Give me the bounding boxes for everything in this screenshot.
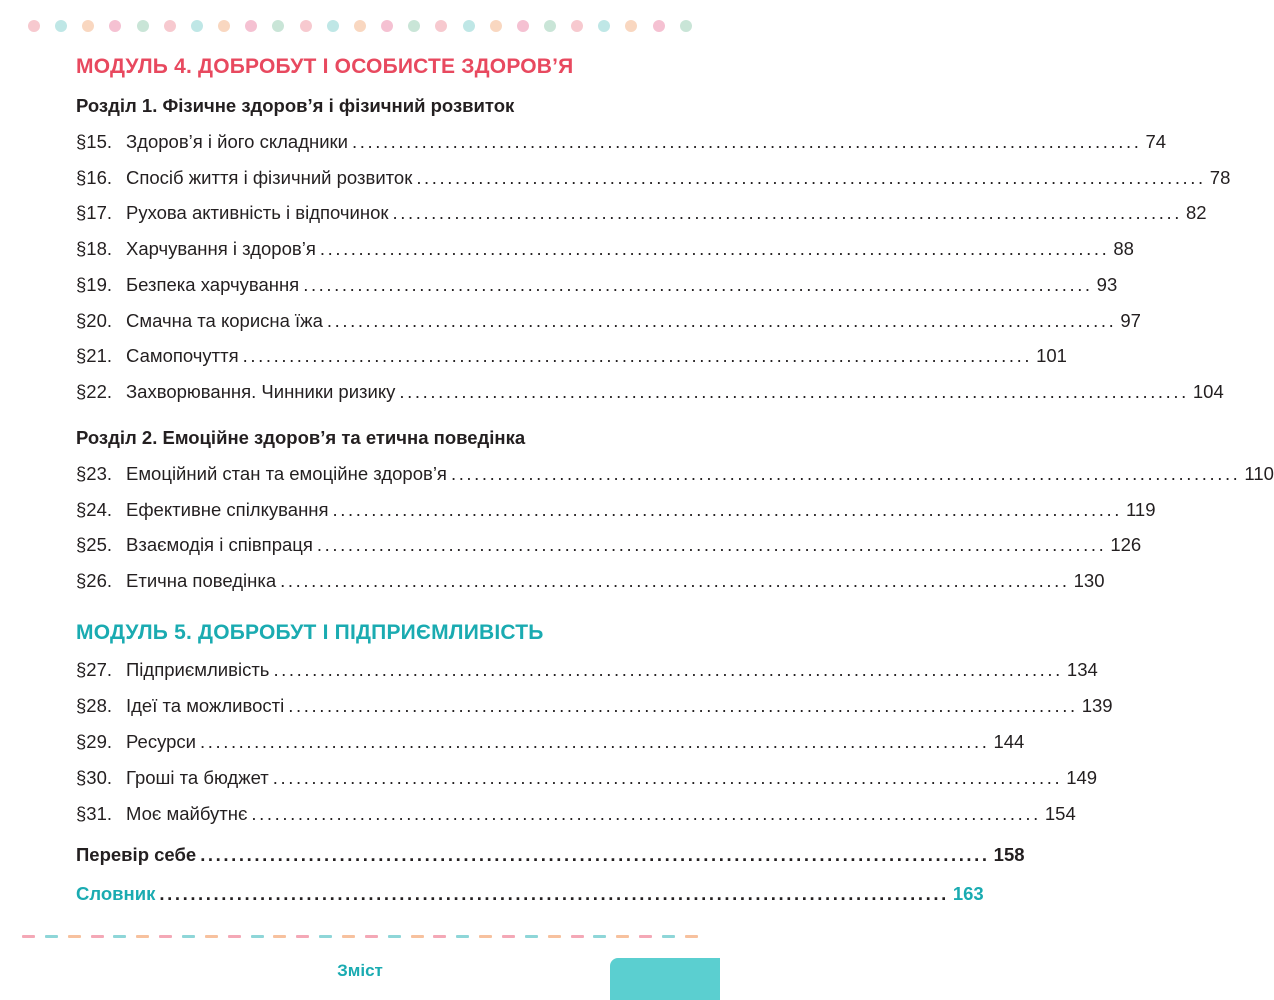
decorative-dash: [251, 935, 264, 938]
toc-entry[interactable]: [76, 695, 1113, 721]
dot-leader: ......................................................................................................: [392, 202, 1182, 224]
decorative-dash: [136, 935, 149, 938]
paragraph-number: §29.: [76, 731, 113, 752]
decorative-dot: [490, 20, 502, 32]
dot-leader: ......................................................................................................: [273, 659, 1063, 680]
dot-leader: ......................................................................................................: [272, 767, 1063, 788]
decorative-dot: [245, 20, 257, 32]
decorative-dash: [342, 935, 355, 938]
entry-page: 134: [1066, 659, 1098, 680]
entry-title: Безпека харчування: [126, 273, 300, 295]
entry-page: 130: [1073, 570, 1105, 592]
dot-leader: ......................................................................................................: [242, 345, 1033, 367]
glossary-title: Словник: [76, 883, 156, 904]
decorative-dash: [593, 935, 606, 938]
decorative-dash: [616, 935, 629, 938]
entry-page: 97: [1120, 309, 1141, 331]
module-4-title: МОДУЛЬ 4. ДОБРОБУТ І ОСОБИСТЕ ЗДОРОВ’Я: [76, 55, 574, 78]
entry-page: 139: [1081, 695, 1113, 716]
toc-entry[interactable]: [76, 498, 1156, 525]
decorative-dot: [327, 20, 339, 32]
decorative-dot-row: [28, 18, 692, 34]
decorative-dash: [182, 935, 195, 938]
toc-entry[interactable]: [76, 803, 1076, 829]
decorative-dash: [525, 935, 538, 938]
entry-page: 93: [1096, 273, 1118, 295]
dot-leader: ......................................................................................................: [199, 731, 990, 752]
decorative-dash: [113, 935, 126, 938]
decorative-dash: [662, 935, 675, 938]
decorative-dot: [300, 20, 312, 32]
entry-page: 144: [993, 731, 1025, 752]
entry-page: 78: [1209, 166, 1231, 188]
entry-page: 149: [1066, 767, 1098, 788]
entry-title: Емоційний стан та емоційне здоров’я: [126, 463, 447, 484]
decorative-dot: [463, 20, 475, 32]
entry-page: 110: [1244, 463, 1274, 484]
decorative-dash: [388, 935, 401, 938]
dot-leader: ......................................................................................................: [326, 309, 1117, 331]
paragraph-number: §16.: [76, 166, 113, 188]
toc-entry[interactable]: [76, 202, 1207, 228]
decorative-dot: [109, 20, 121, 32]
paragraph-number: §26.: [76, 570, 113, 592]
entry-title: Спосіб життя і фізичний розвиток: [126, 166, 413, 188]
decorative-dot: [82, 20, 94, 32]
decorative-dash: [433, 935, 446, 938]
decorative-dash: [91, 935, 104, 938]
decorative-dash: [411, 935, 424, 938]
toc-entry[interactable]: [76, 345, 1067, 371]
decorative-dot: [680, 20, 692, 32]
entry-title: Ефективне спілкування: [126, 498, 329, 520]
paragraph-number: §23.: [76, 463, 113, 484]
paragraph-number: §24.: [76, 498, 113, 520]
toc-entry[interactable]: [76, 273, 1118, 300]
paragraph-number: §15.: [76, 131, 113, 152]
dot-leader: ......................................................................................................: [316, 534, 1107, 556]
toc-entry[interactable]: [76, 659, 1098, 685]
self-check-entry[interactable]: [76, 844, 1025, 870]
toc-entry[interactable]: [76, 309, 1141, 336]
entry-title: Здоров’я і його складники: [126, 131, 348, 152]
glossary-page: 163: [952, 883, 984, 904]
decorative-dot: [218, 20, 230, 32]
entry-title: Рухова активність і відпочинок: [126, 202, 389, 224]
page-corner-tab: [610, 958, 720, 1000]
entry-page: 74: [1145, 131, 1167, 152]
dot-leader: ......................................................................................................: [159, 883, 949, 904]
entry-title: Ресурси: [126, 731, 196, 752]
decorative-dot: [517, 20, 529, 32]
decorative-dash: [571, 935, 584, 938]
entry-title: Гроші та бюджет: [126, 767, 269, 788]
decorative-dash: [365, 935, 378, 938]
decorative-dash: [68, 935, 81, 938]
self-check-page: 158: [993, 844, 1025, 865]
paragraph-number: §25.: [76, 534, 113, 556]
entry-title: Ідеї та можливості: [126, 695, 285, 716]
decorative-dash: [159, 935, 172, 938]
entry-title: Захворювання. Чинники ризику: [126, 380, 396, 402]
decorative-dash: [479, 935, 492, 938]
decorative-dash: [456, 935, 469, 938]
paragraph-number: §30.: [76, 767, 113, 788]
dot-leader: ......................................................................................................: [416, 166, 1206, 188]
decorative-dot: [544, 20, 556, 32]
entry-page: 126: [1110, 534, 1142, 556]
decorative-dash: [273, 935, 286, 938]
entry-title: Взаємодія і співпраця: [126, 534, 313, 556]
paragraph-number: §19.: [76, 273, 113, 295]
decorative-dot: [381, 20, 393, 32]
decorative-dot: [598, 20, 610, 32]
dot-leader: ......................................................................................................: [280, 570, 1070, 592]
module-5-title: МОДУЛЬ 5. ДОБРОБУТ І ПІДПРИЄМЛИВІСТЬ: [76, 621, 544, 644]
decorative-dot: [137, 20, 149, 32]
paragraph-number: §28.: [76, 695, 113, 716]
decorative-dot: [28, 20, 40, 32]
decorative-dash: [319, 935, 332, 938]
dot-leader: ......................................................................................................: [450, 463, 1241, 484]
decorative-dot: [55, 20, 67, 32]
decorative-dot: [653, 20, 665, 32]
dot-leader: ......................................................................................................: [351, 131, 1142, 152]
decorative-dot: [164, 20, 176, 32]
entry-page: 88: [1113, 238, 1134, 260]
decorative-dash-row: [22, 935, 698, 939]
decorative-dash: [205, 935, 218, 938]
decorative-dash: [45, 935, 58, 938]
self-check-title: Перевір себе: [76, 844, 197, 865]
decorative-dot: [435, 20, 447, 32]
decorative-dot: [191, 20, 203, 32]
footer-contents-label: Зміст: [337, 961, 383, 980]
entry-title: Самопочуття: [126, 345, 239, 367]
paragraph-number: §27.: [76, 659, 113, 680]
toc-entry[interactable]: [76, 731, 1025, 757]
entry-page: 104: [1192, 380, 1224, 402]
decorative-dash: [548, 935, 561, 938]
decorative-dot: [408, 20, 420, 32]
toc-entry[interactable]: [76, 380, 1224, 407]
dot-leader: ......................................................................................................: [319, 238, 1110, 260]
paragraph-number: §17.: [76, 202, 113, 224]
section-1-title: Розділ 1. Фізичне здоров’я і фізичний розвиток: [76, 95, 515, 116]
entry-title: Моє майбутнє: [126, 803, 248, 824]
decorative-dot: [571, 20, 583, 32]
entry-title: Етична поведінка: [126, 570, 277, 592]
entry-title: Підприємливість: [126, 659, 270, 680]
decorative-dash: [228, 935, 241, 938]
entry-page: 154: [1044, 803, 1076, 824]
decorative-dash: [639, 935, 652, 938]
decorative-dash: [502, 935, 515, 938]
dot-leader: ......................................................................................................: [251, 803, 1041, 824]
toc-entry[interactable]: [76, 534, 1142, 560]
section-2-title: Розділ 2. Емоційне здоров’я та етична поведінка: [76, 427, 526, 448]
entry-title: Смачна та корисна їжа: [126, 309, 323, 331]
paragraph-number: §22.: [76, 380, 113, 402]
dot-leader: ......................................................................................................: [332, 498, 1122, 520]
dot-leader: ......................................................................................................: [288, 695, 1078, 716]
toc-entry[interactable]: [76, 570, 1105, 596]
toc-entry[interactable]: [76, 238, 1134, 264]
paragraph-number: §18.: [76, 238, 113, 260]
dot-leader: ......................................................................................................: [200, 844, 990, 865]
decorative-dash: [685, 935, 698, 938]
decorative-dot: [354, 20, 366, 32]
paragraph-number: §31.: [76, 803, 113, 824]
entry-title: Харчування і здоров’я: [126, 238, 316, 260]
decorative-dot: [625, 20, 637, 32]
entry-page: 101: [1036, 345, 1067, 367]
paragraph-number: §20.: [76, 309, 113, 331]
glossary-entry[interactable]: [76, 883, 984, 909]
paragraph-number: §21.: [76, 345, 113, 367]
decorative-dot: [272, 20, 284, 32]
toc-entry[interactable]: [76, 166, 1231, 193]
dot-leader: ......................................................................................................: [303, 273, 1093, 295]
toc-entry[interactable]: [76, 463, 1274, 489]
toc-entry[interactable]: [76, 767, 1098, 793]
decorative-dash: [296, 935, 309, 938]
entry-page: 119: [1125, 498, 1156, 520]
toc-entry[interactable]: [76, 131, 1167, 157]
entry-page: 82: [1185, 202, 1207, 224]
decorative-dash: [22, 935, 35, 938]
dot-leader: ......................................................................................................: [399, 380, 1189, 402]
